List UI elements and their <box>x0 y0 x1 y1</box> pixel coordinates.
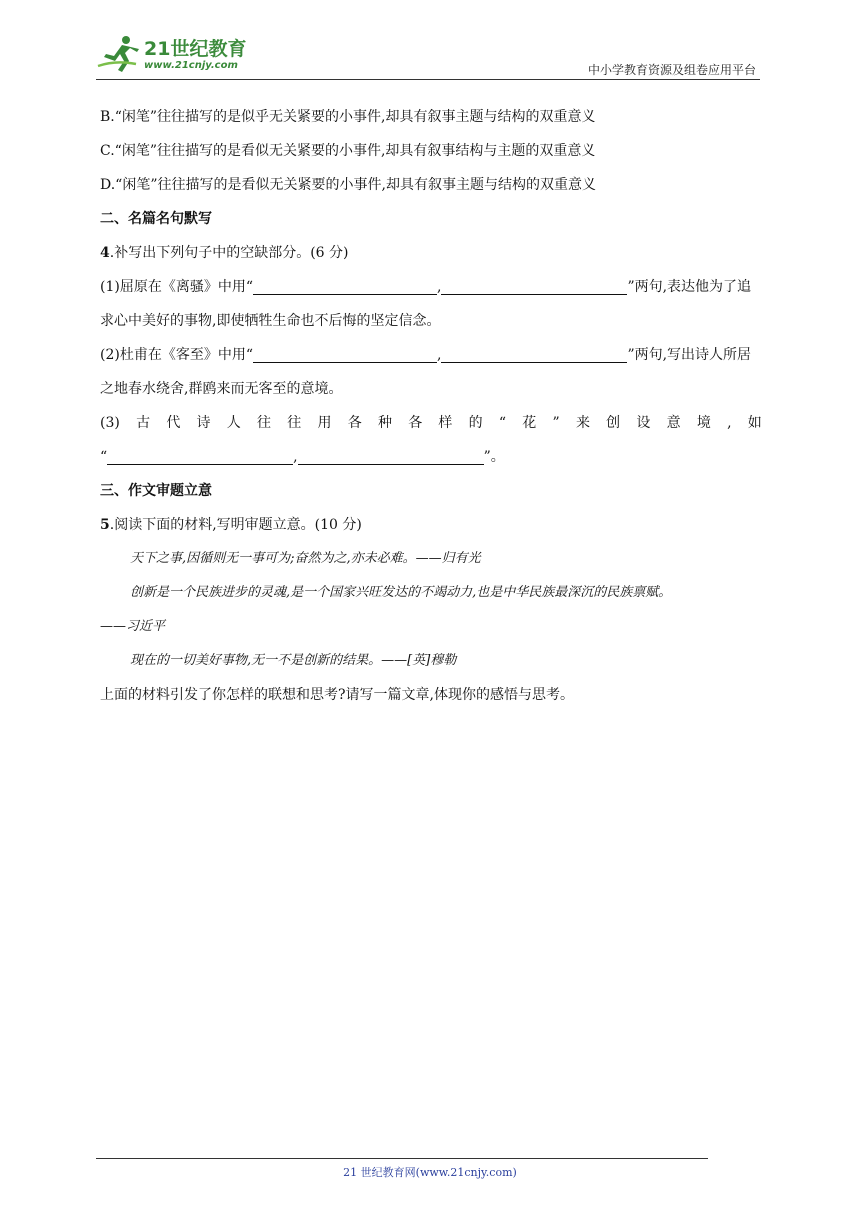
answer-blank[interactable] <box>441 278 627 295</box>
essay-prompt: 上面的材料引发了你怎样的联想和思考?请写一篇文章,体现你的感悟与思考。 <box>100 687 574 703</box>
answer-blank[interactable] <box>298 448 484 465</box>
site-logo[interactable] <box>96 34 256 78</box>
option-c: C.“闲笔”往往描写的是看似无关紧要的小事件,却具有叙事结构与主题的双重意义 <box>100 143 596 159</box>
item-3-char: 花 <box>522 415 537 431</box>
option-b: B.“闲笔”往往描写的是似乎无关紧要的小事件,却具有叙事主题与结构的双重意义 <box>100 109 596 125</box>
header-divider <box>96 79 760 80</box>
item-3-char: , <box>727 415 732 431</box>
item-3-char: 古 <box>136 415 151 431</box>
item-3-char: 境 <box>696 415 711 431</box>
item-3-char: 种 <box>377 415 392 431</box>
site-name: 中小学教育资源及组卷应用平台 <box>587 63 756 77</box>
close-quote: ”。 <box>483 449 505 465</box>
item-3-char: 的 <box>468 415 483 431</box>
question-4 <box>100 236 762 270</box>
comma: , <box>293 449 298 465</box>
item-3-char: 诗 <box>196 415 211 431</box>
material-quote-1: 天下之事,因循则无一事可为;奋然为之,亦未必难。——归有光 <box>130 551 481 566</box>
question-text: .补写出下列句子中的空缺部分。(6 分) <box>109 245 349 261</box>
item-3-char: 各 <box>408 415 423 431</box>
comma: , <box>437 347 442 363</box>
item-1-continuation: 求心中美好的事物,即使牺牲生命也不后悔的坚定信念。 <box>100 313 441 329</box>
answer-blank[interactable] <box>253 346 437 363</box>
answer-blank[interactable] <box>441 346 627 363</box>
open-quote: “ <box>100 449 108 465</box>
item-3-continuation <box>100 440 762 474</box>
item-3-char: 意 <box>666 415 681 431</box>
item-2-suffix: ”两句,写出诗人所居 <box>627 347 752 363</box>
question-number: 4 <box>100 245 110 261</box>
logo-text: 21世纪教育 <box>144 38 247 60</box>
item-3-char: “ <box>498 415 507 431</box>
material-quote-3: 现在的一切美好事物,无一不是创新的结果。——[英]穆勒 <box>130 653 457 668</box>
item-2-prefix: (2)杜甫在《客至》中用“ <box>100 347 253 363</box>
item-2 <box>100 338 762 372</box>
footer-divider <box>96 1158 708 1159</box>
item-3-char: 样 <box>438 415 453 431</box>
item-3-char: 往 <box>257 415 272 431</box>
item-3-char: 用 <box>317 415 332 431</box>
runner-logo-icon <box>96 34 144 74</box>
question-number: 5 <box>100 517 110 533</box>
item-3-char: ” <box>552 415 560 431</box>
logo-url: www.21cnjy.com <box>144 60 238 71</box>
answer-blank[interactable] <box>253 278 437 295</box>
section-title-recitation: 二、名篇名句默写 <box>100 211 212 227</box>
section-title-essay: 三、作文审题立意 <box>100 483 212 499</box>
document-body <box>100 100 762 712</box>
footer-link[interactable]: 21 世纪教育网(www.21cnjy.com) <box>343 1166 517 1179</box>
item-3-char: 人 <box>226 415 241 431</box>
page-header <box>96 34 760 80</box>
item-3-char: 来 <box>575 415 590 431</box>
item-3-char: 代 <box>166 415 181 431</box>
option-d: D.“闲笔”往往描写的是看似无关紧要的小事件,却具有叙事主题与结构的双重意义 <box>100 177 596 193</box>
item-3-char: 设 <box>636 415 651 431</box>
material-quote-2: 创新是一个民族进步的灵魂,是一个国家兴旺发达的不竭动力,也是中华民族最深沉的民族禀赋。 <box>130 585 672 600</box>
item-2-continuation: 之地春水绕舍,群鸥来而无客至的意境。 <box>100 381 343 397</box>
item-3-char: 如 <box>747 415 762 431</box>
answer-blank[interactable] <box>107 448 293 465</box>
item-3-char: 各 <box>347 415 362 431</box>
item-3-char: 往 <box>287 415 302 431</box>
question-text: .阅读下面的材料,写明审题立意。(10 分) <box>109 517 362 533</box>
item-3-char: (3) <box>100 415 120 431</box>
item-1-suffix: ”两句,表达他为了追 <box>627 279 752 295</box>
item-3-char: 创 <box>606 415 621 431</box>
material-quote-2-author: ——习近平 <box>100 619 166 634</box>
item-3 <box>100 406 762 440</box>
item-1 <box>100 270 762 304</box>
question-5 <box>100 508 762 542</box>
comma: , <box>437 279 442 295</box>
item-1-prefix: (1)屈原在《离骚》中用“ <box>100 279 253 295</box>
